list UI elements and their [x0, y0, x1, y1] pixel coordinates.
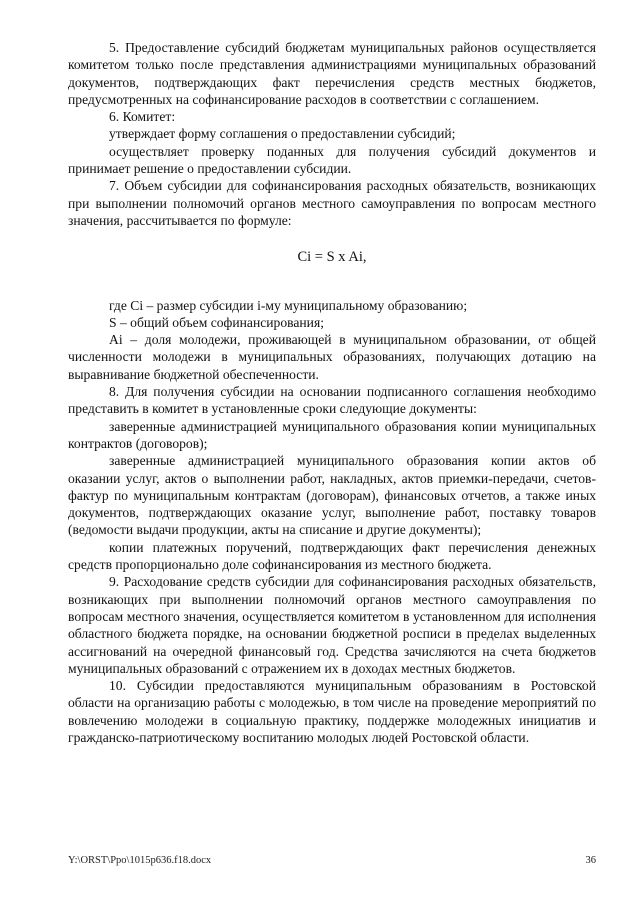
formula-definition-ci: где Ci – размер субсидии i-му муниципальному образованию; [109, 297, 468, 313]
paragraph-6-item-1: утверждает форму соглашения о предоставлении субсидий; [109, 126, 456, 142]
footer-file-path: Y:\ORST\Ppo\1015p636.f18.docx [68, 855, 212, 866]
paragraph-9: 9. Расходование средств субсидии для софинансирования расходных обязательств, возникающих при выполнении полномочий органов местного самоуправления по вопросам местного значения, осуществляется комитетом в установленном для исполнения областного бюджета порядке, на основании бюджетной росписи в пределах выделенных ассигнований на очередной финансовый год. Средства зачисляются на счета бюджетов муниципальных образований с отражением их в доходах местных бюджетов. [68, 574, 596, 676]
paragraph-8-item-2: заверенные администрацией муниципального образования копии актов об оказании услуг, актов о выполнении работ, накладных, актов приемки-передачи, счетов-фактур по муниципальным контрактам (договорам), финансовых отчетов, а также иных документов, подтверждающих оказание услуг, выполнение работ, поставку товаров (ведомости выдачи продукции, акты на списание и другие документы); [68, 453, 596, 538]
paragraph-7: 7. Объем субсидии для софинансирования расходных обязательств, возникающих при выполнении полномочий органов местного самоуправления по вопросам местного значения, рассчитывается по формуле: [68, 178, 596, 228]
formula-definition-ai: Ai – доля молодежи, проживающей в муниципальном образовании, от общей численности молодежи в муниципальных образованиях, получающих дотацию на выравнивание бюджетной обеспеченности. [68, 332, 596, 382]
paragraph-8-item-3: копии платежных поручений, подтверждающих факт перечисления денежных средств пропорционально доле софинансирования из местного бюджета. [68, 539, 596, 573]
formula-definition-s: S – общий объем софинансирования; [109, 314, 324, 330]
formula: Ci = S x Ai, [297, 249, 367, 266]
paragraph-6-item-2: осуществляет проверку поданных для получения субсидий документов и принимает решение о предоставлении субсидии. [68, 143, 596, 177]
footer-page-number: 36 [585, 855, 596, 866]
document-body [68, 39, 596, 746]
paragraph-8-item-1: заверенные администрацией муниципального образования копии муниципальных контрактов (договоров); [68, 418, 596, 451]
paragraph-10: 10. Субсидии предоставляются муниципальным образованиям в Ростовской области на организацию работы с молодежью, в том числе на проведение мероприятий по вовлечению молодежи в социальную практику, поддержке молодежных инициатив и гражданско-патриотическому воспитанию молодых людей Ростовской области. [68, 678, 596, 745]
paragraph-8: 8. Для получения субсидии на основании подписанного соглашения необходимо представить в комитет в установленные сроки следующие документы: [68, 384, 596, 417]
paragraph-5: 5. Предоставление субсидий бюджетам муниципальных районов осуществляется комитетом только после представления администрациями муниципальных образований документов, подтверждающих факт перечисления средств местных бюджетов, предусмотренных на софинансирование расходов в соответствии с соглашением. [68, 40, 596, 107]
paragraph-6-heading: 6. Комитет: [109, 109, 176, 125]
